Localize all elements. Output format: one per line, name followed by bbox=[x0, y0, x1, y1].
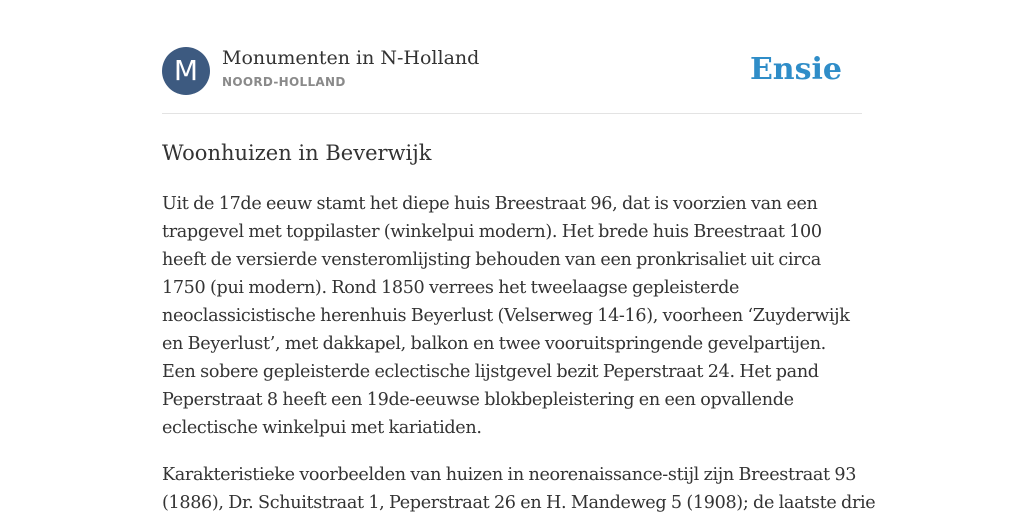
text-line: heeft de versierde vensteromlijsting behouden van een pronkrisaliet uit circa bbox=[162, 250, 821, 270]
paragraph-2 bbox=[162, 461, 876, 512]
header-divider bbox=[162, 113, 862, 114]
text-line: en Beyerlust’, met dakkapel, balkon en twee vooruitspringende gevelpartijen. bbox=[162, 334, 826, 354]
text-line: 1750 (pui modern). Rond 1850 verrees het tweelaagse gepleisterde bbox=[162, 278, 740, 298]
text-line: trapgevel met toppilaster (winkelpui modern). Het brede huis Breestraat 100 bbox=[162, 222, 822, 242]
article-title: Woonhuizen in Beverwijk bbox=[162, 141, 432, 165]
site-title[interactable]: Monumenten in N-Holland bbox=[222, 47, 480, 69]
brand-logo[interactable]: Ensie bbox=[749, 52, 842, 87]
text-line: Peperstraat 8 heeft een 19de-eeuwse blokbepleistering en een opvallende bbox=[162, 390, 794, 410]
site-subtitle[interactable]: NOORD-HOLLAND bbox=[222, 75, 346, 89]
text-line: Karakteristieke voorbeelden van huizen in neorenaissance-stijl zijn Breestraat 93 bbox=[162, 465, 857, 485]
text-line: Een sobere gepleisterde eclectische lijstgevel bezit Peperstraat 24. Het pand bbox=[162, 362, 819, 382]
text-line: (1886), Dr. Schuitstraat 1, Peperstraat 26 en H. Mandeweg 5 (1908); de laatste drie bbox=[162, 493, 876, 512]
paragraph-1 bbox=[162, 190, 867, 442]
site-header bbox=[162, 46, 862, 114]
article-body bbox=[162, 190, 876, 512]
text-line: eclectische winkelpui met kariatiden. bbox=[162, 418, 482, 438]
text-line: Uit de 17de eeuw stamt het diepe huis Breestraat 96, dat is voorzien van een bbox=[162, 194, 818, 214]
avatar[interactable]: M bbox=[162, 47, 210, 95]
text-line: neoclassicistische herenhuis Beyerlust (Velserweg 14-16), voorheen ‘Zuyderwijk bbox=[162, 306, 850, 326]
